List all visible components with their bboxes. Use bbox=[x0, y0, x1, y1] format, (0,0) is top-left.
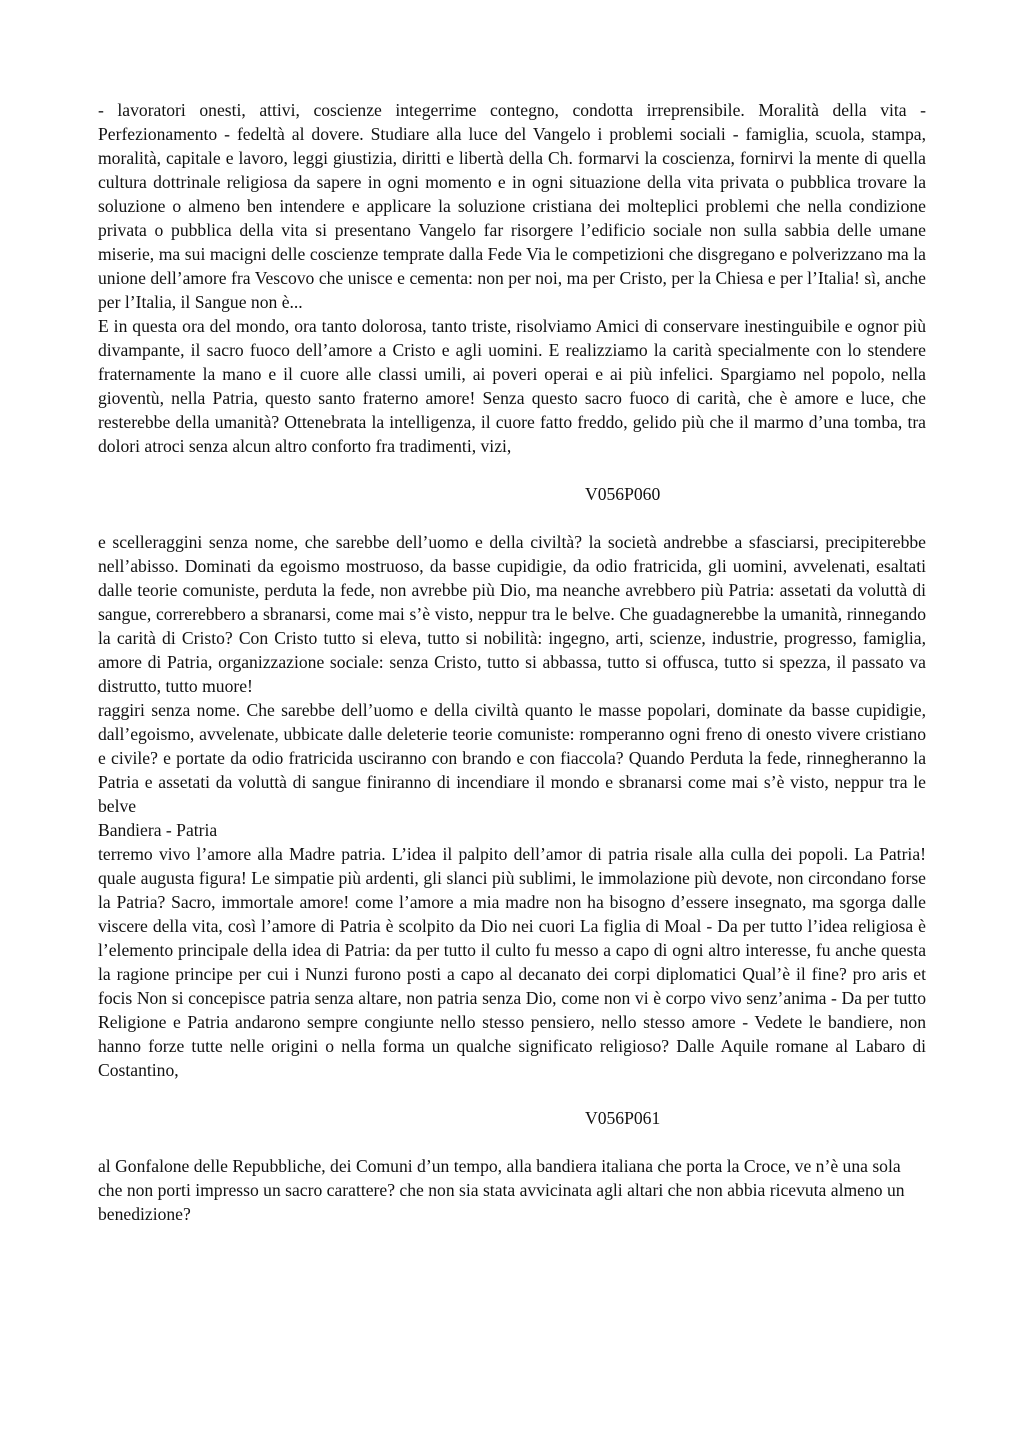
paragraph-raggiri: raggiri senza nome. Che sarebbe dell’uomo e della civiltà quanto le masse popolari, dominate da basse cupidigie, dall’egoismo, avvelenate, ubbicate dalle deleterie teorie comuniste: romperanno ogni freno di onesto vivere cristiano e civile? e portate da odio fratricida usciranno con brando e con fiaccola? Quando Perduta la fede, rinnegheranno la Patria e assetati da voluttà di sangue finiranno di incendiare il mondo e sbranarsi come mai s’è visto, neppur tra le belve bbox=[98, 700, 926, 816]
paragraph-patria: terremo vivo l’amore alla Madre patria. L’idea il palpito dell’amor di patria risale alla culla dei popoli. La Patria! quale augusta figura! Le simpatie più ardenti, gli slanci più sublimi, le immolazione più devote, non circondano forse la Patria? Sacro, immortale amore! come l’amore a mia madre non ha bisogno d’essere insegnato, ma sgorga dalle viscere della vita, così l’amore di Patria è scolpito da Dio nei cuori La figlia di Moal - Da per tutto l’idea religiosa è l’elemento principale della idea di Patria: da per tutto il culto fu messo a capo di ogni altro interesse, fu anche questa la ragione principe per cui i Nunzi furono posti a capo al decanato dei corpi diplomatici Qual’è il fine? pro aris et focis Non si concepisce patria senza altare, non patria senza Dio, come non vi è corpo vivo senz’anima - Da per tutto Religione e Patria andarono sempre congiunte nello stesso pensiero, nello stesso amore - Vedete le bandiere, non hanno forze tutte nelle origini o nella forma un qualche significato religioso? Dalle Aquile romane al Labaro di Costantino, bbox=[98, 844, 926, 1080]
spacer bbox=[98, 1130, 926, 1154]
paragraph-scelleraggini: e scelleraggini senza nome, che sarebbe dell’uomo e della civiltà? la società andrebbe a sfasciarsi, precipiterebbe nell’abisso. Dominati da egoismo mostruoso, da basse cupidigie, da odio fratricida, gli uomini, avvelenati, esaltati dalle teorie comuniste, perduta la fede, non avrebbe più Dio, ma neanche avrebbero più Patria: assetati da voluttà di sangue, correrebbero a sbranarsi, come mai s’è visto, neppur tra le belve. Che guadagnerebbe la umanità, rinnegando la carità di Cristo? Con Cristo tutto si eleva, tutto si nobilità: ingegno, arti, scienze, industrie, progresso, famiglia, amore di Patria, organizzazione sociale: senza Cristo, tutto si abbassa, tutto si offusca, tutto si spezza, il passato va distrutto, tutto muore! bbox=[98, 532, 926, 696]
spacer bbox=[98, 1082, 926, 1106]
paragraph-gonfalone: al Gonfalone delle Repubbliche, dei Comuni d’un tempo, alla bandiera italiana che porta la Croce, ve n’è una sola che non porti impresso un sacro carattere? che non sia stata avvicinata agli altari che non abbia ricevuta almeno un benedizione? bbox=[98, 1156, 905, 1224]
section-heading-bandiera-patria: Bandiera - Patria bbox=[98, 820, 218, 840]
page-marker-v056p061: V056P061 bbox=[585, 1108, 661, 1128]
page-marker-v056p060: V056P060 bbox=[585, 484, 661, 504]
document-page bbox=[98, 98, 926, 1226]
spacer bbox=[98, 506, 926, 530]
paragraph-lavoratori: - lavoratori onesti, attivi, coscienze integerrime contegno, condotta irreprensibile. Moralità della vita - Perfezionamento - fedeltà al dovere. Studiare alla luce del Vangelo i problemi sociali - famiglia, scuola, stampa, moralità, capitale e lavoro, leggi giustizia, diritti e libertà della Ch. formarvi la coscienza, fornirvi la mente di quella cultura dottrinale religiosa da sapere in ogni momento e in ogni situazione della vita privata o pubblica trovare la soluzione o almeno ben intendere e applicare la soluzione cristiana dei molteplici problemi che nella condizione privata o pubblica della vita si presentano Vangelo far risorgere l’edificio sociale non sulla sabbia delle umane miserie, ma sui macigni delle coscienze temprate dalla Fede Via le competizioni che disgregano e polverizzano ma la unione dell’amore fra Vescovo che unisce e cementa: non per noi, ma per Cristo, per la Chiesa e per l’Italia! sì, anche per l’Italia, il Sangue non è... bbox=[98, 100, 926, 312]
paragraph-carita: E in questa ora del mondo, ora tanto dolorosa, tanto triste, risolviamo Amici di conservare inestinguibile e ognor più divampante, il sacro fuoco dell’amore a Cristo e agli uomini. E realizziamo la carità specialmente con lo stendere fraternamente la mano e il cuore alle classi umili, ai poveri operai e ai più infelici. Spargiamo nel popolo, nella gioventù, nella Patria, questo santo fraterno amore! Senza questo sacro fuoco di carità, che è amore e luce, che resterebbe della umanità? Ottenebrata la intelligenza, il cuore fatto freddo, gelido più che il marmo d’una tomba, tra dolori atroci senza alcun altro conforto fra tradimenti, vizi, bbox=[98, 316, 926, 456]
spacer bbox=[98, 458, 926, 482]
